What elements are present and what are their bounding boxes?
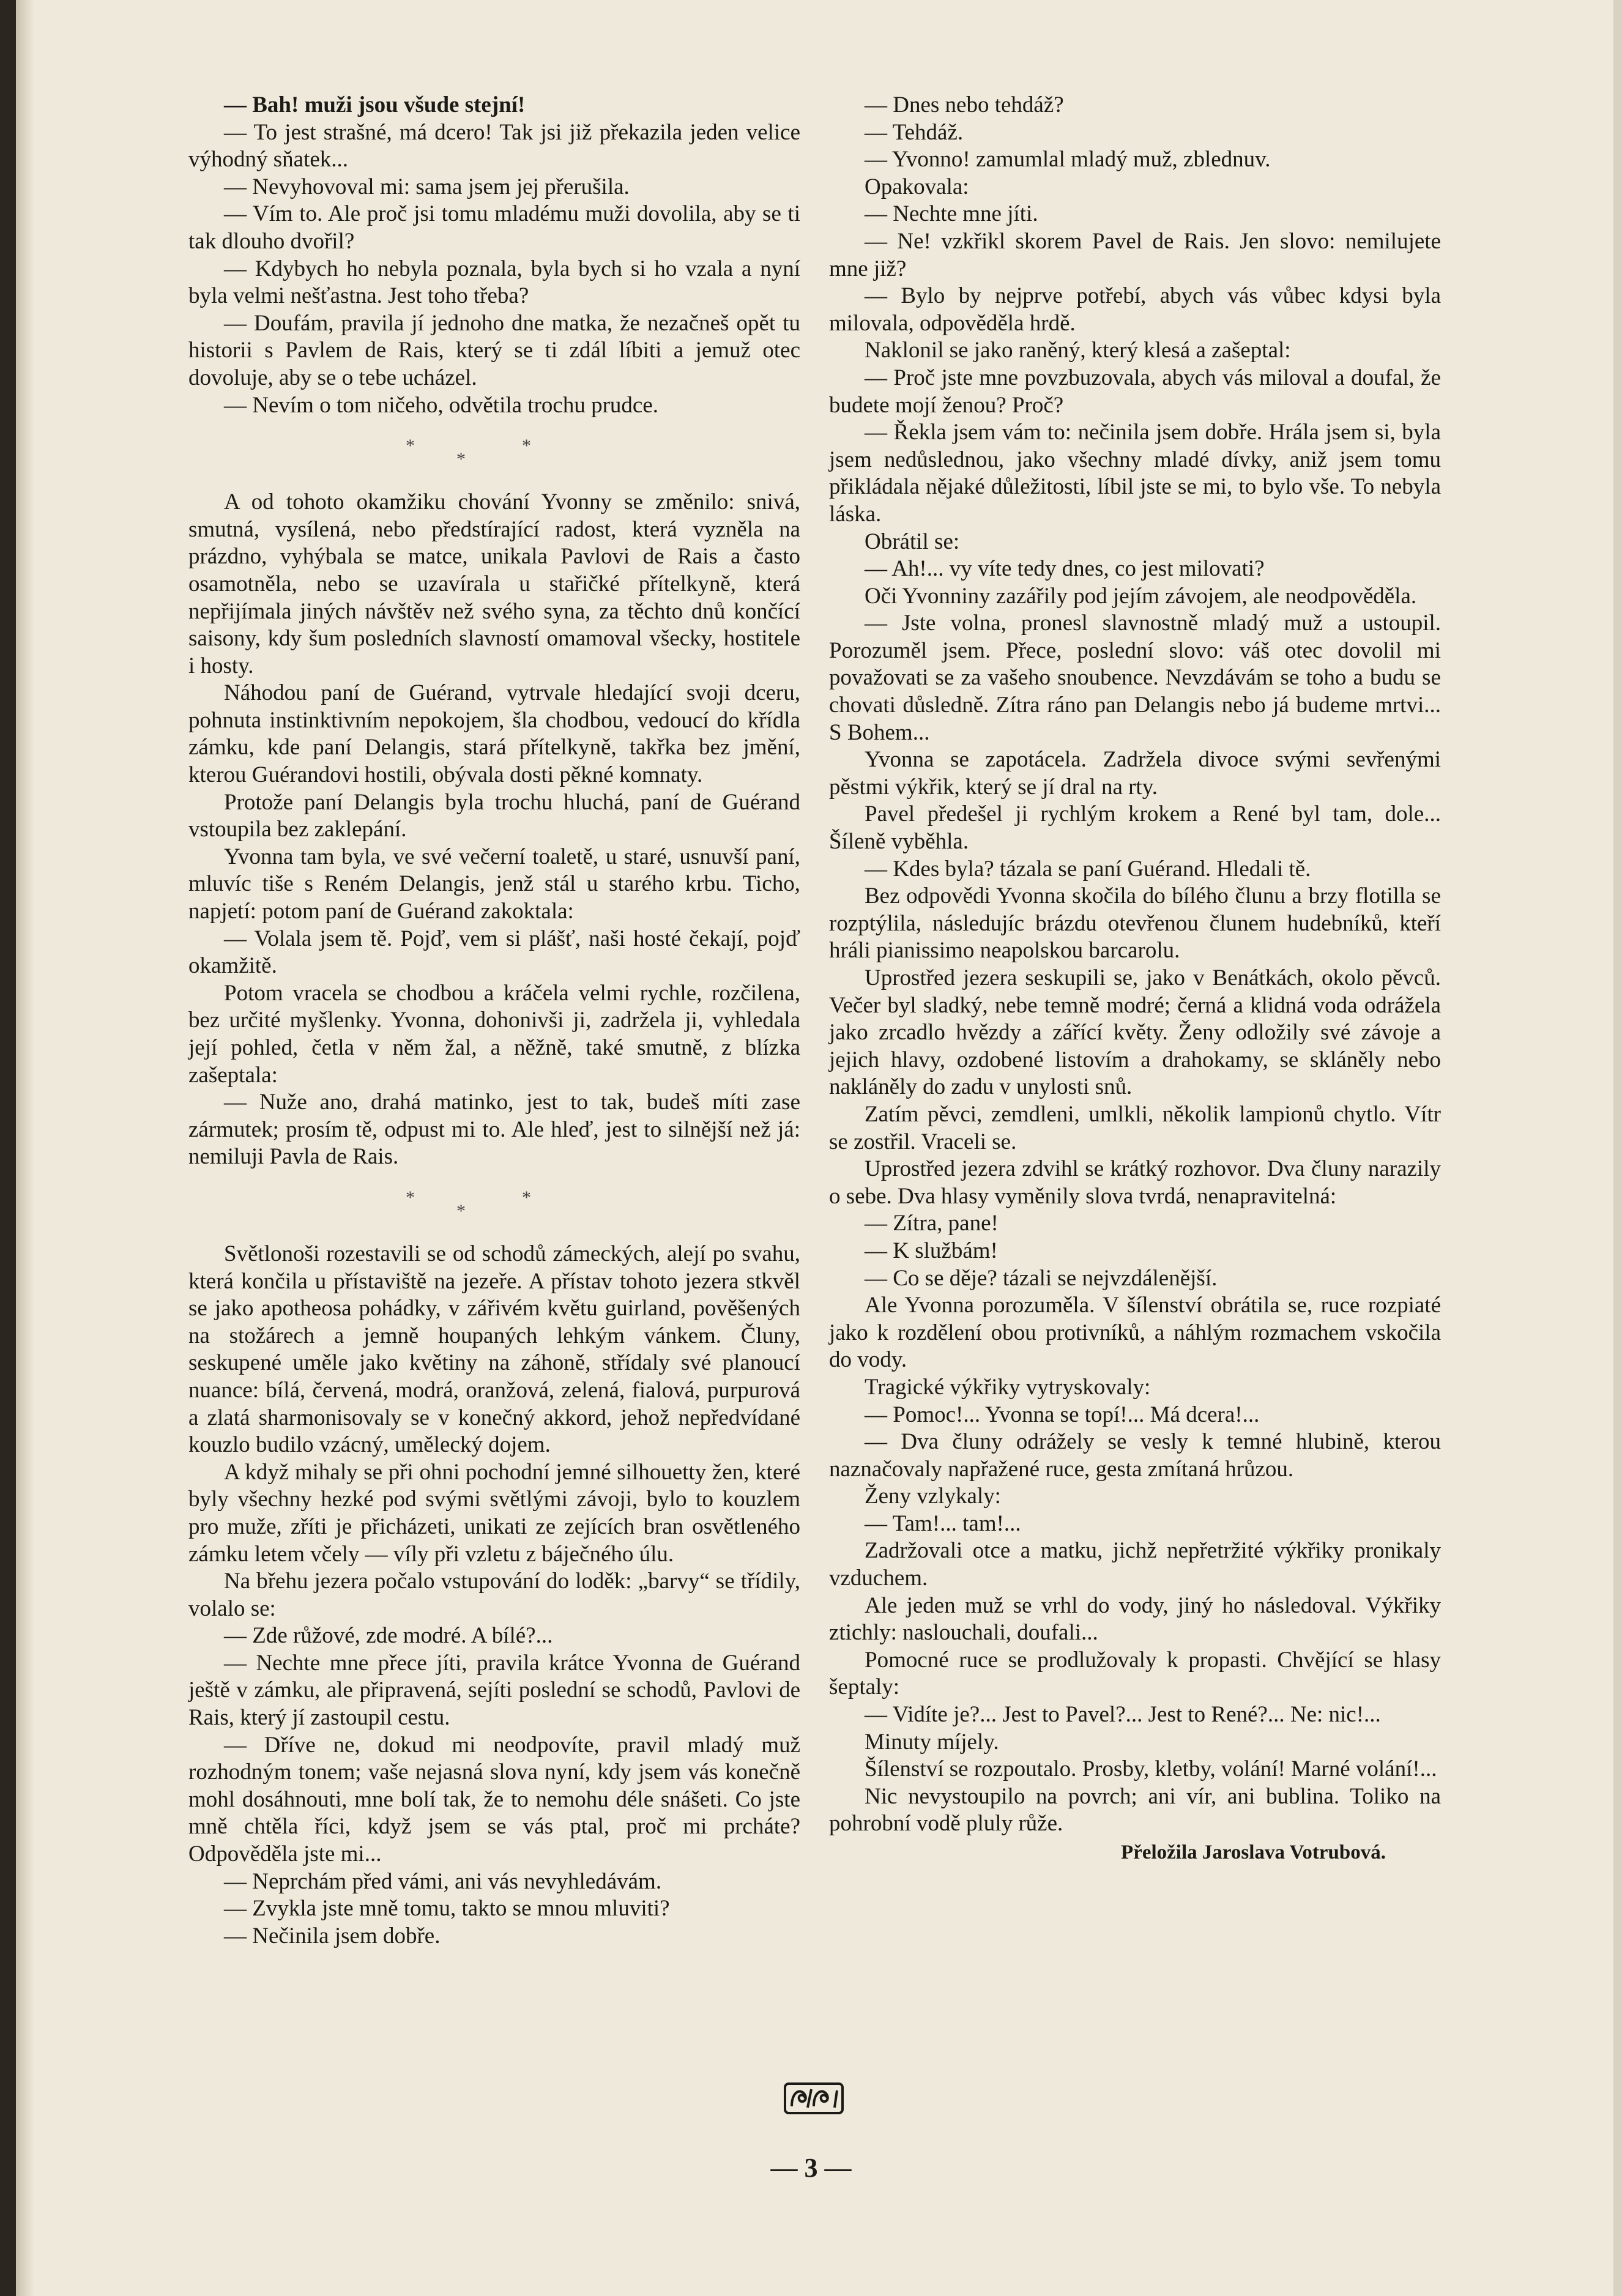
paragraph: — Dříve ne, dokud mi neodpovíte, pravil mladý muž rozhodným tonem; vaše nejasná slova nyní, kdy jsem vás konečně mohl dosáhnouti, mne bolí tak, že to nemohu déle snášeti. Co jste mně chtěla říci, když jsem se vás ptal, proč mi prcháte? Odpověděla jste mi...: [188, 1732, 800, 1867]
paragraph: Oči Yvonniny zazářily pod jejím závojem, ale neodpověděla.: [865, 583, 1417, 609]
separator-star: *: [456, 449, 466, 470]
separator-star: *: [456, 1200, 466, 1221]
paragraph: — Vím to. Ale proč jsi tomu mladému muži dovolila, aby se ti tak dlouho dvořil?: [188, 201, 800, 254]
paragraph: — Nechte mne jíti.: [865, 201, 1038, 227]
paragraph: — Dnes nebo tehdáž?: [865, 92, 1064, 117]
paragraph: — Proč jste mne povzbuzovala, abych vás miloval a doufal, že budete mojí ženou? Proč?: [829, 365, 1441, 418]
paragraph: Na břehu jezera počalo vstupování do loděk: „barvy“ se třídily, volalo se:: [188, 1569, 800, 1621]
paragraph: Bez odpovědi Yvonna skočila do bílého člunu a brzy flotilla se rozptýlila, následujíc brázdu otevřenou člunem hudebníků, kteří hráli pianissimo neapolskou barcarolu.: [829, 883, 1441, 964]
paragraph: — Pomoc!... Yvonna se topí!... Má dcera!...: [865, 1402, 1260, 1427]
paragraph: Nic nevystoupilo na povrch; ani vír, ani bublina. Toliko na pohrobní vodě pluly růže.: [829, 1783, 1441, 1837]
paragraph: Obrátil se:: [865, 529, 960, 554]
paragraph: — Volala jsem tě. Pojď, vem si plášť, naši hosté čekají, pojď okamžitě.: [188, 926, 800, 979]
paragraph: — To jest strašné, má dcero! Tak jsi již překazila jeden velice výhodný sňatek...: [188, 119, 800, 173]
paragraph: Opakovala:: [865, 174, 969, 199]
left-column: [188, 92, 800, 1950]
paragraph: Potom vracela se chodbou a kráčela velmi rychle, rozčilena, bez určité myšlenky. Yvonna, dohonivši ji, zadržela ji, vyhledala její pohled, četla v něm žal, a něžně, také smutně, z blízka zašeptala:: [188, 980, 800, 1088]
binding-shadow: [16, 0, 34, 2296]
separator-star: *: [406, 1187, 415, 1208]
paragraph: A když mihaly se při ohni pochodní jemné silhouetty žen, které byly všechny hezké pod svými světlými závoji, bylo to kouzlem pro muže, zříti je přicházeti, unikati ze zejících bran osvětleného zámku letem včely — víly při vzletu z báječného úlu.: [188, 1459, 800, 1567]
paragraph: Naklonil se jako raněný, který klesá a zašeptal:: [865, 338, 1291, 363]
paragraph: — Tehdáž.: [865, 119, 964, 145]
paragraph: — Kdybych ho nebyla poznala, byla bych si ho vzala a nyní byla velmi nešťastna. Jest toho třeba?: [188, 256, 800, 309]
paragraph: Světlonoši rozestavili se od schodů zámeckých, alejí po svahu, která končila u přístaviště na jezeře. A přístav tohoto jezera stkvěl se jako apotheosa pohádky, v zářivém květu guirland, pověšených na stožárech a jemně houpaných lehkým vánkem. Čluny, seskupené uměle jako květiny na záhoně, střídaly své planoucí nuance: bílá, červená, modrá, oranžová, zelená, fialová, purpurová a zlatá sharmonisovaly se v konečný akkord, jehož nepředvídané kouzlo budilo vzácný, umělecký dojem.: [188, 1241, 800, 1458]
paragraph: Ale jeden muž se vrhl do vody, jiný ho následoval. Výkřiky ztichly: naslouchali, doufali...: [829, 1592, 1441, 1646]
paragraph: — Neprchám před vámi, ani vás nevyhledávám.: [224, 1868, 662, 1894]
paragraph: — Jste volna, pronesl slavnostně mladý muž a ustoupil. Porozuměl jsem. Přece, poslední slovo: váš otec dovolil mi považovati se za vašeho snoubence. Nevzdávám se toho a budu se chovati důsledně. Zítra ráno pan Delangis nebo já budeme mrtvi... S Bohem...: [829, 611, 1441, 745]
paragraph: Uprostřed jezera zdvihl se krátký rozhovor. Dva čluny narazily o sebe. Dva hlasy vyměnily slova tvrdá, nenapravitelná:: [829, 1156, 1441, 1209]
right-column: [829, 92, 1441, 1867]
paragraph: — Doufám, pravila jí jednoho dne matka, že nezačneš opět tu historii s Pavlem de Rais, který se ti zdál líbiti a jemuž otec dovoluje, aby se o tebe ucházel.: [188, 310, 800, 390]
section-separator: [188, 422, 800, 478]
page-number: — 3 —: [770, 2153, 852, 2183]
translator-signature: Přeložila Jaroslava Votrubová.: [1121, 1841, 1386, 1863]
paragraph: — Yvonno! zamumlal mladý muž, zblednuv.: [865, 147, 1271, 173]
book-binding: [0, 0, 16, 2296]
paragraph: Tragické výkřiky vytryskovaly:: [865, 1374, 1151, 1400]
paragraph: Uprostřed jezera seskupili se, jako v Benátkách, okolo pěvců. Večer byl sladký, nebe temně modré; černá a klidná voda odrážela jako zrcadlo hvězdy a zářící květy. Ženy odložily své závoje a jejich hlavy, ozdobené listovím a drahokamy, se skláněly nebo nakláněly do zadu v unylosti snů.: [829, 965, 1441, 1100]
paragraph: Yvonna se zapotácela. Zadržela divoce svými sevřenými pěstmi výkřik, který se jí dral na rty.: [829, 747, 1441, 800]
paragraph: Náhodou paní de Guérand, vytrvale hledající svoji dceru, pohnuta instinktivním nepokojem, šla chodbou, vedoucí do křídla zámku, kde paní Delangis, stará přítelkyně, takřka bez jmění, kterou Guérandovi hostili, obývala dosti pěkné komnaty.: [188, 680, 800, 788]
paragraph: — Dva čluny odrážely se vesly k temné hlubině, kterou naznačovaly napřažené ruce, gesta zmítaná hrůzou.: [829, 1429, 1441, 1482]
paragraph: — Ah!... vy víte tedy dnes, co jest milovati?: [865, 556, 1265, 582]
paragraph: — Vidíte je?... Jest to Pavel?... Jest to René?... Ne: nic!...: [865, 1702, 1381, 1728]
paragraph: — Zvykla jste mně tomu, takto se mnou mluviti?: [224, 1896, 670, 1922]
paragraph: — Zítra, pane!: [865, 1211, 999, 1236]
paragraph: A od tohoto okamžiku chování Yvonny se změnilo: snivá, smutná, vysílená, nebo předstírající radost, která vyzněla na prázdno, vyhýbala se matce, unikala Pavlovi de Rais a často osamotněla, nebo se uzavírala u stařičké přítelkyně, která nepřijímala jiných návštěv než svého syna, za těchto dnů končící saisony, kdy šum posledních slavností omamoval všecky, hostitele i hosty.: [188, 489, 800, 678]
section-separator: [188, 1173, 800, 1230]
paragraph: — Tam!... tam!...: [865, 1510, 1021, 1536]
paragraph: Yvonna tam byla, ve své večerní toaletě, u staré, usnuvší paní, mluvíc tiše s Reném Delangis, jenž stál u starého krbu. Ticho, napjetí: potom paní de Guérand zakoktala:: [188, 844, 800, 924]
paragraph: — K službám!: [865, 1238, 998, 1263]
paragraph: — Kdes byla? tázala se paní Guérand. Hledali tě.: [865, 856, 1311, 882]
paragraph: — Nuže ano, drahá matinko, jest to tak, budeš míti zase zármutek; prosím tě, odpust mi to. Ale hleď, jest to silnější než já: nemiluji Pavla de Rais.: [188, 1090, 800, 1170]
paragraph: Šílenství se rozpoutalo. Prosby, kletby, volání! Marné volání!...: [865, 1756, 1437, 1782]
paragraph: Minuty míjely.: [865, 1729, 999, 1755]
paragraph: Zatím pěvci, zemdleni, umlkli, několik lampionů chytlo. Vítr se zostřil. Vraceli se.: [829, 1101, 1441, 1154]
paragraph: — Nevyhovoval mi: sama jsem jej přerušila.: [224, 174, 630, 199]
paragraph: — Nechte mne přece jíti, pravila krátce Yvonna de Guérand ještě v zámku, ale připravená, sejíti poslední se schodů, Pavlovi de Rais, který jí zastoupil cestu.: [188, 1650, 800, 1731]
separator-star: *: [406, 436, 415, 456]
paragraph: Pavel předešel ji rychlým krokem a René byl tam, dole... Šíleně vyběhla.: [829, 801, 1441, 855]
paragraph: — Bylo by nejprve potřebí, abych vás vůbec kdysi byla milovala, odpověděla hrdě.: [829, 283, 1441, 336]
separator-star: *: [522, 436, 531, 456]
ornament-icon: [783, 2082, 844, 2115]
paragraph: — Co se děje? tázali se nejvzdálenější.: [865, 1265, 1218, 1291]
paragraph: — Nevím o tom ničeho, odvětila trochu prudce.: [224, 392, 659, 418]
paragraph: Ale Yvonna porozuměla. V šílenství obrátila se, ruce rozpiaté jako k rozdělení obou protivníků, a náhlým rozmachem vskočila do vody.: [829, 1293, 1441, 1373]
paragraph: — Řekla jsem vám to: nečinila jsem dobře. Hrála jsem si, byla jsem nedůslednou, jako všechny mladé dívky, aniž jsem tomu přikládala nějaké důležitosti, líbil jste se mi, to bylo vše. To nebyla láska.: [829, 420, 1441, 527]
paragraph: — Bah! muži jsou všude stejní!: [224, 92, 526, 117]
paragraph: Protože paní Delangis byla trochu hluchá, paní de Guérand vstoupila bez zaklepání.: [188, 789, 800, 842]
separator-star: *: [522, 1187, 531, 1208]
paragraph: Zadržovali otce a matku, jichž nepřetržité výkřiky pronikaly vzduchem.: [829, 1538, 1441, 1591]
page-edge: [1613, 0, 1622, 2296]
paragraph: Pomocné ruce se prodlužovaly k propasti. Chvějící se hlasy šeptaly:: [829, 1647, 1441, 1700]
paragraph: — Zde růžové, zde modré. A bílé?...: [224, 1623, 553, 1649]
paragraph: Ženy vzlykaly:: [865, 1484, 1001, 1509]
paragraph: — Nečinila jsem dobře.: [224, 1923, 441, 1949]
paragraph: — Ne! vzkřikl skorem Pavel de Rais. Jen slovo: nemilujete mne již?: [829, 228, 1441, 281]
